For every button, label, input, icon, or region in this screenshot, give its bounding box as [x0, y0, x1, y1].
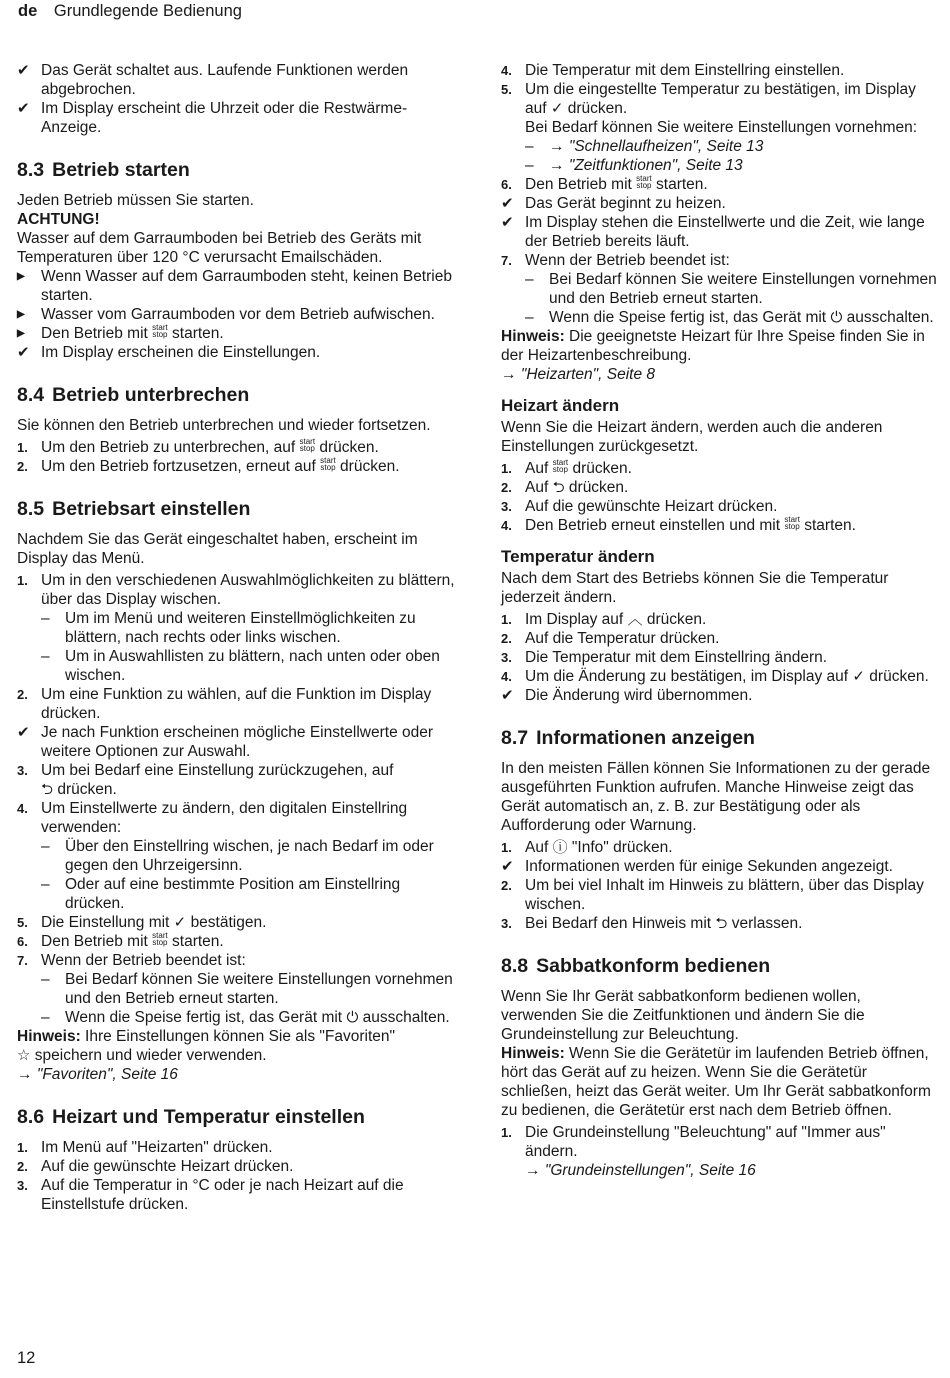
step-item: 4. Um die Änderung zu bestätigen, im Display auf ✓ drücken.	[501, 668, 929, 685]
cross-reference-link[interactable]: → "Grundeinstellungen", Seite 16	[525, 1162, 756, 1179]
power-icon: ⏻	[830, 309, 843, 326]
triangle-bullet-icon: ▶	[17, 328, 25, 339]
step-item: 1. Um in den verschiedenen Auswahlmöglichkeiten zu blättern, über das Display wischen.	[17, 572, 455, 608]
step-item: 1. Im Display auf ︿ drücken.	[501, 611, 707, 628]
info-icon: ⓘ	[552, 839, 568, 856]
section-heading: 8.4 Betrieb unterbrechen	[17, 384, 250, 406]
subsection-heading: Heizart ändern	[501, 396, 620, 415]
hint: Hinweis: Ihre Einstellungen können Sie als "Favoriten" ☆ speichern und wieder verwenden.	[17, 1028, 396, 1064]
step-item: 3. Um bei Bedarf eine Einstellung zurückzugehen, auf ⮌ drücken.	[17, 762, 394, 798]
result-item: ✔ Informationen werden für einige Sekunden angezeigt.	[501, 858, 893, 875]
step-item: 3. Die Temperatur mit dem Einstellring ändern.	[501, 649, 828, 666]
triangle-bullet-icon: ▶	[17, 271, 25, 282]
sub-item: – Um im Menü und weiteren Einstellmöglichkeiten zu blättern, nach rechts oder links wischen.	[41, 610, 416, 646]
arrow-icon: →	[525, 1162, 541, 1179]
step-item: 1. Auf ⓘ "Info" drücken.	[501, 839, 673, 856]
result-item: ✔ Je nach Funktion erscheinen mögliche Einstellwerte oder weitere Optionen zur Auswahl.	[17, 724, 434, 760]
action-item: ▶ Wenn Wasser auf dem Garraumboden steht, keinen Betrieb starten.	[17, 268, 452, 304]
step-item: 2. Um eine Funktion zu wählen, auf die Funktion im Display drücken.	[17, 686, 432, 722]
back-icon: ⮌	[41, 781, 54, 798]
arrow-icon: →	[549, 157, 565, 174]
sub-item: – Um in Auswahllisten zu blättern, nach unten oder oben wischen.	[41, 648, 440, 684]
result-item: ✔ Das Gerät schaltet aus. Laufende Funktionen werden abgebrochen.	[17, 62, 409, 98]
start-stop-icon: start stop	[152, 323, 168, 339]
start-stop-icon: start stop	[552, 458, 569, 474]
step-item: 7. Wenn der Betrieb beendet ist:	[501, 252, 730, 269]
result-item: ✔ Die Änderung wird übernommen.	[501, 687, 753, 704]
check-icon: ✓	[173, 914, 187, 931]
step-item: 7. Wenn der Betrieb beendet ist:	[17, 952, 246, 969]
paragraph: Nach dem Start des Betriebs können Sie die Temperatur jederzeit ändern.	[501, 570, 889, 606]
sub-item: – Bei Bedarf können Sie weitere Einstellungen vornehmen und den Betrieb erneut starten.	[41, 971, 453, 1007]
paragraph: Wenn Sie die Heizart ändern, werden auch die anderen Einstellungen zurückgesetzt.	[501, 419, 883, 455]
result-item: ✔ Im Display erscheinen die Einstellungen.	[17, 344, 321, 361]
hint: Hinweis: Die geeignetste Heizart für Ihre Speise finden Sie in der Heizartenbeschreibung.	[501, 328, 925, 364]
start-stop-icon: start stop	[320, 456, 336, 472]
step-item: 5. Um die eingestellte Temperatur zu bestätigen, im Display auf ✓ drücken.	[501, 81, 916, 117]
paragraph: Wenn Sie Ihr Gerät sabbatkonform bedienen wollen, verwenden Sie die Zeitfunktionen und ändern Sie die Grundeinstellung zur Beleuchtung.	[501, 988, 865, 1043]
start-stop-icon: start stop	[636, 174, 652, 190]
result-item: ✔ Das Gerät beginnt zu heizen.	[501, 195, 726, 212]
power-icon: ⏻	[346, 1009, 359, 1026]
start-stop-icon: start stop	[299, 437, 316, 453]
step-item: 3. Auf die Temperatur in °C oder je nach Heizart auf die Einstellstufe drücken.	[17, 1177, 404, 1213]
section-heading: 8.6 Heizart und Temperatur einstellen	[17, 1106, 365, 1128]
step-item: 1. Im Menü auf "Heizarten" drücken.	[17, 1139, 273, 1156]
right-column	[501, 61, 939, 1180]
sub-item: – Oder auf eine bestimmte Position am Einstellring drücken.	[41, 876, 401, 912]
step-item: 2. Auf die gewünschte Heizart drücken.	[17, 1158, 294, 1175]
warning-text: Wasser auf dem Garraumboden bei Betrieb des Geräts mit Temperaturen über 120 °C verursacht Emailschäden.	[17, 230, 422, 266]
step-item: 3. Bei Bedarf den Hinweis mit ⮌ verlassen.	[501, 915, 803, 932]
check-icon: ✓	[852, 668, 865, 685]
check-result-icon: ✔	[17, 344, 30, 361]
section-heading: 8.3 Betrieb starten	[17, 159, 190, 181]
subsection-heading: Temperatur ändern	[501, 547, 655, 566]
star-icon: ☆	[17, 1047, 31, 1064]
section-heading: 8.5 Betriebsart einstellen	[17, 498, 251, 520]
cross-reference-link[interactable]: → "Favoriten", Seite 16	[17, 1066, 178, 1083]
sub-item: – Wenn die Speise fertig ist, das Gerät mit ⏻ ausschalten.	[41, 1009, 450, 1026]
header-title: Grundlegende Bedienung	[53, 2, 242, 20]
check-icon: ✓	[550, 100, 564, 117]
step-item: 2. Auf ⮌ drücken.	[501, 479, 629, 496]
sub-item: – Über den Einstellring wischen, je nach Bedarf im oder gegen den Uhrzeigersinn.	[41, 838, 434, 874]
step-item: 4. Die Temperatur mit dem Einstellring einstellen.	[501, 62, 845, 79]
paragraph: Sie können den Betrieb unterbrechen und wieder fortsetzen.	[17, 417, 431, 434]
arrow-icon: →	[501, 366, 517, 383]
sub-item[interactable]: – → "Zeitfunktionen", Seite 13	[525, 157, 743, 174]
result-item: ✔ Im Display stehen die Einstellwerte und die Zeit, wie lange der Betrieb bereits läuft.	[501, 214, 925, 250]
paragraph: Jeden Betrieb müssen Sie starten.	[17, 192, 254, 209]
action-item: ▶ Den Betrieb mit start stop starten.	[17, 323, 224, 342]
language-tag: de	[18, 2, 38, 20]
step-item: 6. Den Betrieb mit start stop starten.	[501, 174, 708, 193]
back-icon: ⮌	[715, 915, 728, 932]
page-number: 12	[17, 1349, 36, 1367]
step-item: 2. Auf die Temperatur drücken.	[501, 630, 720, 647]
result-item: ✔ Im Display erscheint die Uhrzeit oder die Restwärme-Anzeige.	[17, 100, 408, 136]
paragraph: In den meisten Fällen können Sie Informationen zu der gerade ausgeführten Funktion aufrufen. Manche Hinweise zeigt das Gerät automatisch an, z. B. zur Bestätigung oder als Aufforderung oder Warnung.	[501, 760, 931, 834]
start-stop-icon: start stop	[152, 931, 168, 947]
step-item: 5. Die Einstellung mit ✓ bestätigen.	[17, 914, 267, 931]
cross-reference-link[interactable]: → "Heizarten", Seite 8	[501, 366, 656, 383]
check-result-icon: ✔	[501, 195, 514, 212]
step-item: 4. Um Einstellwerte zu ändern, den digitalen Einstellring verwenden:	[17, 800, 408, 836]
step-item: 6. Den Betrieb mit start stop starten.	[17, 931, 224, 950]
check-result-icon: ✔	[501, 214, 514, 231]
sub-item: – Bei Bedarf können Sie weitere Einstellungen vornehmen und den Betrieb erneut starten.	[525, 271, 937, 307]
step-item: 2. Um den Betrieb fortzusetzen, erneut auf start stop drücken.	[17, 456, 400, 475]
section-heading: 8.7 Informationen anzeigen	[501, 727, 755, 749]
step-note: Bei Bedarf können Sie weitere Einstellungen vornehmen:	[525, 119, 918, 136]
sub-item[interactable]: – → "Schnellaufheizen", Seite 13	[525, 138, 764, 155]
section-heading: 8.8 Sabbatkonform bedienen	[501, 955, 771, 977]
page-header	[18, 2, 242, 21]
step-item: 3. Auf die gewünschte Heizart drücken.	[501, 498, 778, 515]
step-item: 2. Um bei viel Inhalt im Hinweis zu blättern, über das Display wischen.	[501, 877, 924, 913]
left-column	[17, 61, 457, 1214]
triangle-bullet-icon: ▶	[17, 309, 25, 320]
step-item: 4. Den Betrieb erneut einstellen und mit start stop starten.	[501, 515, 856, 534]
warning-heading: ACHTUNG!	[17, 211, 100, 228]
check-result-icon: ✔	[501, 687, 514, 704]
arrow-icon: →	[549, 138, 565, 155]
step-item: 1. Um den Betrieb zu unterbrechen, auf start stop drücken.	[17, 437, 379, 456]
hint: Hinweis: Wenn Sie die Gerätetür im laufenden Betrieb öffnen, hört das Gerät auf zu heizen. Wenn Sie die Gerätetür schließen, heizt das Gerät weiter. Um Ihr Gerät sabbatkonform zu bedienen, die Gerätetür erst nach dem Betrieb öffnen.	[501, 1045, 931, 1119]
arrow-icon: →	[17, 1066, 33, 1083]
action-item: ▶ Wasser vom Garraumboden vor dem Betrieb aufwischen.	[17, 306, 435, 323]
chevron-up-icon: ︿	[627, 611, 643, 628]
start-stop-icon: start stop	[784, 515, 800, 531]
sub-item: – Wenn die Speise fertig ist, das Gerät mit ⏻ ausschalten.	[525, 309, 934, 326]
check-result-icon: ✔	[17, 100, 30, 117]
paragraph: Nachdem Sie das Gerät eingeschaltet haben, erscheint im Display das Menü.	[17, 531, 418, 567]
step-item: 1. Auf start stop drücken.	[501, 458, 632, 477]
check-result-icon: ✔	[17, 62, 30, 79]
back-icon: ⮌	[552, 479, 565, 496]
check-result-icon: ✔	[17, 724, 30, 741]
step-item: 1. Die Grundeinstellung "Beleuchtung" auf "Immer aus" ändern.	[501, 1124, 886, 1160]
check-result-icon: ✔	[501, 858, 514, 875]
